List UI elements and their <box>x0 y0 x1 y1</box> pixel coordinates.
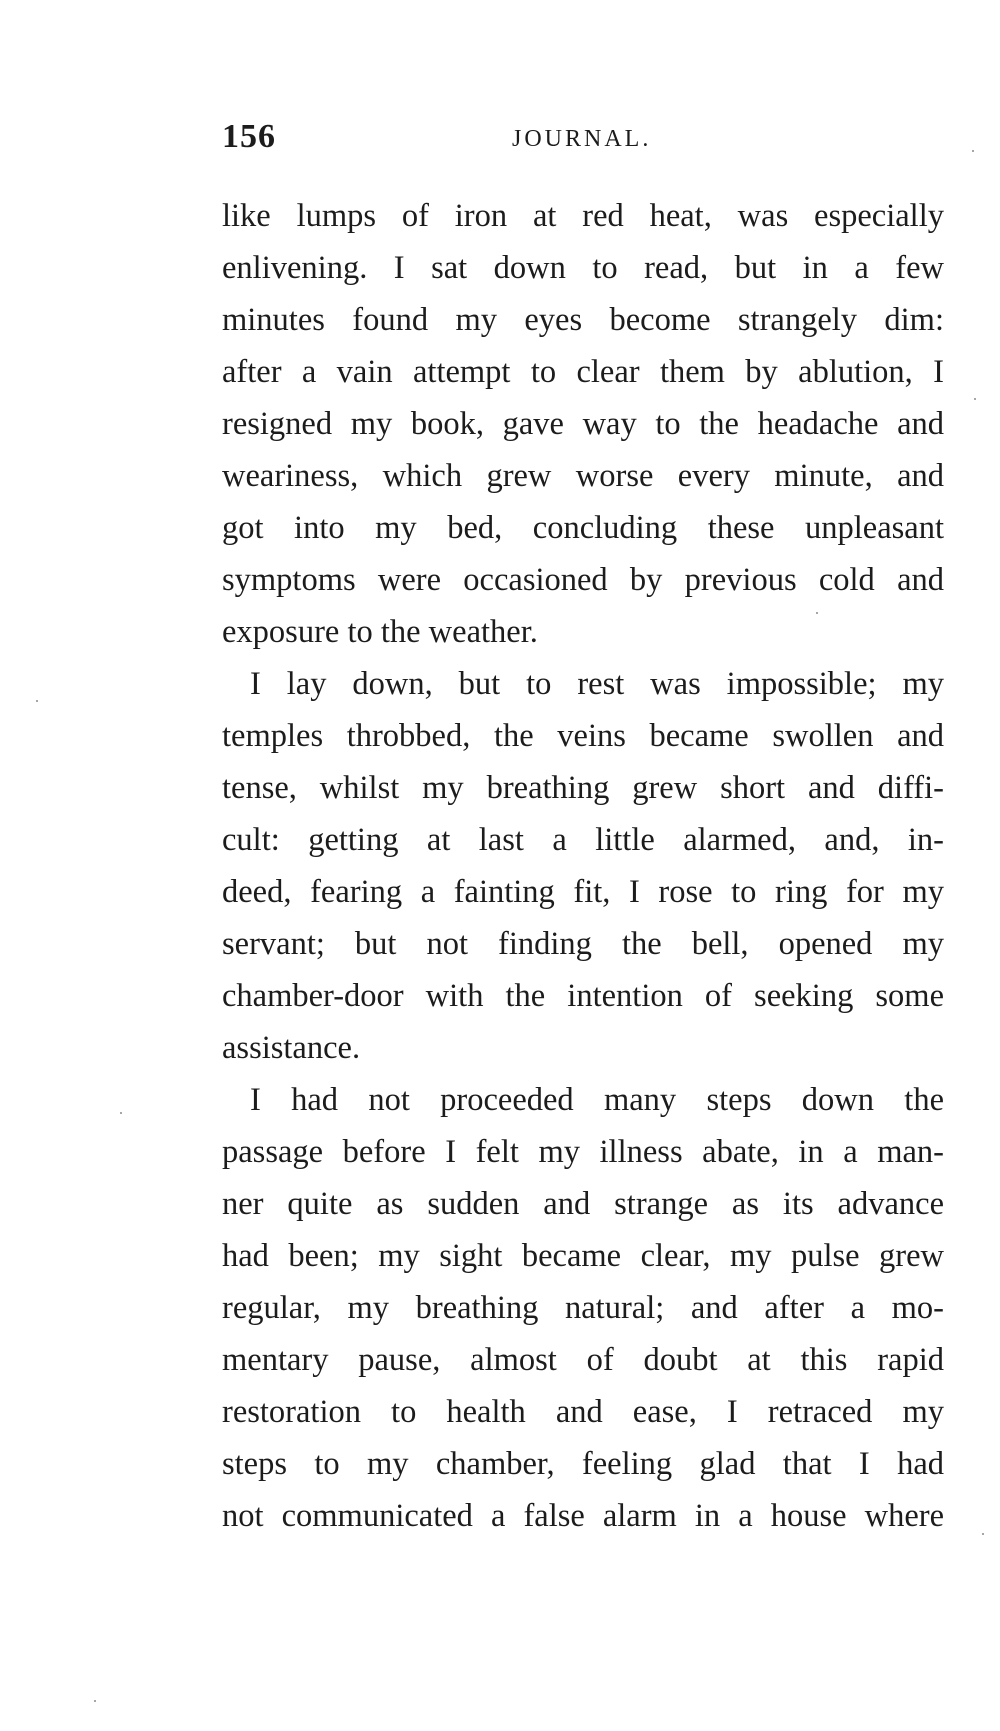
text-line: restoration to health and ease, I retraced my <box>222 1394 944 1430</box>
text-line: temples throbbed, the veins became swollen and <box>222 718 944 754</box>
text-line: tense, whilst my breathing grew short and diffi- <box>222 770 944 806</box>
text-line: deed, fearing a fainting fit, I rose to ring for my <box>222 874 944 910</box>
text-line: not communicated a false alarm in a house where <box>222 1498 944 1534</box>
text-line: like lumps of iron at red heat, was especially <box>222 198 944 234</box>
page-header <box>222 118 944 168</box>
scan-speck <box>36 700 38 702</box>
text-line: mentary pause, almost of doubt at this rapid <box>222 1342 944 1378</box>
paragraph <box>222 1074 944 1542</box>
text-line: I lay down, but to rest was impossible; my <box>250 666 944 702</box>
text-line: exposure to the weather. <box>222 614 538 650</box>
text-line: steps to my chamber, feeling glad that I had <box>222 1446 944 1482</box>
body-text <box>222 190 944 1542</box>
text-line: assistance. <box>222 1030 361 1066</box>
text-line: weariness, which grew worse every minute, and <box>222 458 944 494</box>
text-line: after a vain attempt to clear them by ablution, I <box>222 354 944 390</box>
text-line: had been; my sight became clear, my pulse grew <box>222 1238 944 1274</box>
text-line: cult: getting at last a little alarmed, and, in- <box>222 822 944 858</box>
text-line: minutes found my eyes become strangely dim: <box>222 302 944 338</box>
scan-speck <box>94 1700 96 1702</box>
paragraph <box>222 190 944 658</box>
paragraph <box>222 658 944 1074</box>
scan-speck <box>982 1533 984 1535</box>
text-line: enlivening. I sat down to read, but in a few <box>222 250 944 286</box>
scan-speck <box>974 398 976 400</box>
text-line: servant; but not finding the bell, opened my <box>222 926 944 962</box>
text-line: chamber-door with the intention of seeking some <box>222 978 944 1014</box>
text-line: resigned my book, gave way to the headache and <box>222 406 944 442</box>
running-head: JOURNAL. <box>512 126 652 152</box>
scan-speck <box>972 150 974 152</box>
text-line: regular, my breathing natural; and after a mo- <box>222 1290 944 1326</box>
text-line: passage before I felt my illness abate, in a man- <box>222 1134 944 1170</box>
page-number: 156 <box>222 118 276 155</box>
text-line: symptoms were occasioned by previous cold and <box>222 562 944 598</box>
scan-speck <box>120 1112 122 1114</box>
text-line: ner quite as sudden and strange as its advance <box>222 1186 944 1222</box>
text-line: got into my bed, concluding these unpleasant <box>222 510 944 546</box>
scan-speck <box>816 612 818 614</box>
text-line: I had not proceeded many steps down the <box>250 1082 944 1118</box>
